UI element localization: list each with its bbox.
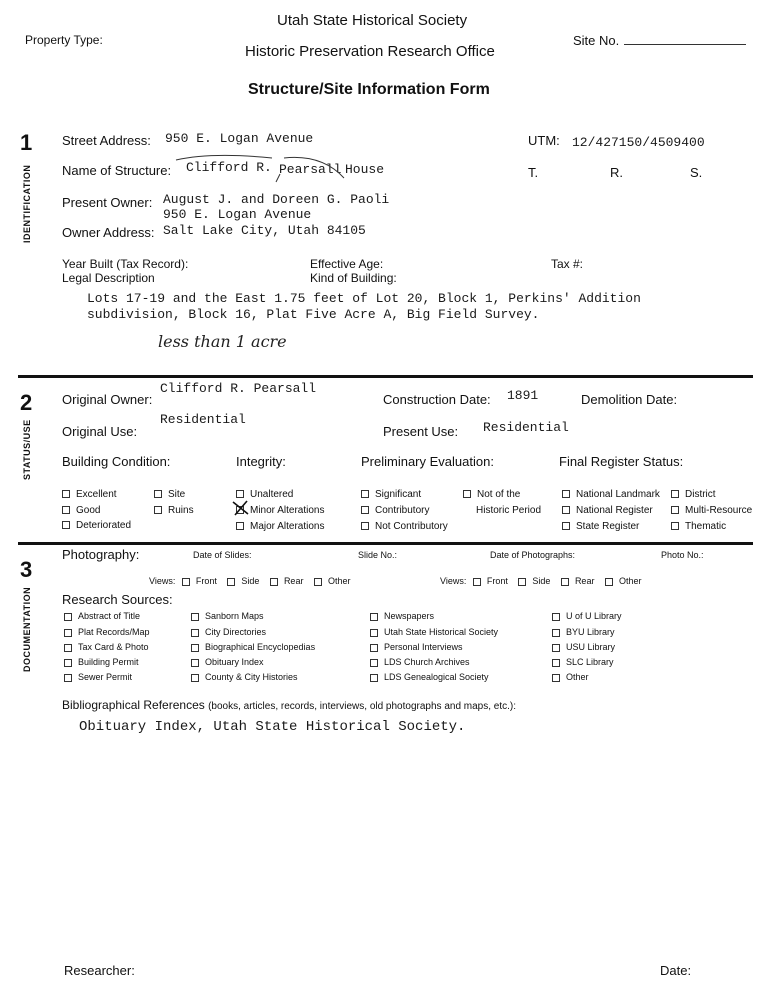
section-1-name: IDENTIFICATION	[22, 164, 32, 243]
section-1-number: 1	[20, 130, 33, 155]
site-no-line[interactable]	[624, 44, 746, 45]
street-address-label: Street Address:	[62, 133, 151, 148]
rs-other[interactable]: Other	[552, 672, 589, 682]
structure-name-part-c: House	[345, 162, 385, 177]
street-address-value: 950 E. Logan Avenue	[165, 131, 314, 146]
rs-uofu-library[interactable]: U of U Library	[552, 611, 622, 621]
rs-slc-library[interactable]: SLC Library	[552, 657, 614, 667]
section-label: S.	[690, 165, 703, 180]
rs-tax-card[interactable]: Tax Card & Photo	[64, 642, 149, 652]
present-owner-label: Present Owner:	[62, 195, 153, 210]
rs-obituary-index[interactable]: Obituary Index	[191, 657, 264, 667]
construction-date-label: Construction Date:	[383, 392, 491, 407]
checkbox-deteriorated[interactable]: Deteriorated	[62, 520, 131, 531]
rs-abstract-of-title[interactable]: Abstract of Title	[64, 611, 140, 621]
preliminary-evaluation-label: Preliminary Evaluation:	[361, 454, 494, 469]
slides-view-front[interactable]: Front	[178, 576, 217, 586]
slides-view-other[interactable]: Other	[306, 576, 351, 586]
checkbox-multi-resource[interactable]: Multi-Resource	[671, 505, 752, 516]
original-owner-value: Clifford R. Pearsall	[160, 381, 317, 396]
bibliographical-references-value: Obituary Index, Utah State Historical Society.	[79, 719, 466, 735]
section-divider-2	[18, 542, 753, 545]
slides-view-rear[interactable]: Rear	[262, 576, 304, 586]
checkbox-not-contributory[interactable]: Not Contributory	[361, 521, 448, 532]
checkbox-ruins[interactable]: Ruins	[154, 505, 194, 516]
checkbox-district[interactable]: District	[671, 489, 716, 500]
present-use-value: Residential	[483, 420, 569, 435]
photos-view-side[interactable]: Side	[510, 576, 550, 586]
range-label: R.	[610, 165, 623, 180]
rs-utah-state-historical-society[interactable]: Utah State Historical Society	[370, 627, 498, 637]
checkbox-thematic[interactable]: Thematic	[671, 521, 726, 532]
structure-name-part-b: Pearsall	[279, 162, 342, 177]
site-no-label: Site No.	[573, 33, 620, 48]
rs-building-permit[interactable]: Building Permit	[64, 657, 139, 667]
section-2-name: STATUS/USE	[22, 419, 32, 480]
rs-newspapers[interactable]: Newspapers	[370, 611, 434, 621]
rs-county-city-histories[interactable]: County & City Histories	[191, 672, 298, 682]
checkbox-not-of-historic-period[interactable]: Not of the	[463, 489, 520, 500]
rs-city-directories[interactable]: City Directories	[191, 627, 266, 637]
structure-name-label: Name of Structure:	[62, 163, 172, 178]
office-title: Historic Preservation Research Office	[245, 43, 495, 60]
checkbox-major-alterations[interactable]: Major Alterations	[236, 521, 324, 532]
form-title: Structure/Site Information Form	[248, 81, 490, 98]
original-use-value: Residential	[160, 412, 246, 427]
handwritten-bracket-marks	[172, 154, 352, 186]
tax-number-label: Tax #:	[551, 257, 584, 271]
rs-byu-library[interactable]: BYU Library	[552, 627, 615, 637]
historic-period-label: Historic Period	[476, 505, 542, 516]
section-2-number: 2	[20, 390, 33, 415]
legal-description-line1: Lots 17-19 and the East 1.75 feet of Lot 20, Block 1, Perkins' Addition	[87, 291, 641, 306]
photos-view-rear[interactable]: Rear	[553, 576, 595, 586]
research-sources-label: Research Sources:	[62, 592, 173, 607]
original-owner-label: Original Owner:	[62, 392, 153, 407]
checkbox-unaltered[interactable]: Unaltered	[236, 489, 293, 500]
slides-view-side[interactable]: Side	[219, 576, 259, 586]
checkbox-significant[interactable]: Significant	[361, 489, 421, 500]
rs-sewer-permit[interactable]: Sewer Permit	[64, 672, 132, 682]
township-label: T.	[528, 165, 539, 180]
photo-no-label: Photo No.:	[661, 550, 704, 560]
construction-date-value: 1891	[507, 388, 539, 403]
bibliographical-references-label: Bibliographical References (books, articles, records, interviews, old photographs and maps, etc.):	[62, 698, 517, 712]
section-3-name: DOCUMENTATION	[22, 586, 32, 672]
photos-views-group: Views: Front Side Rear Other	[440, 576, 642, 586]
checkbox-excellent[interactable]: Excellent	[62, 489, 117, 500]
legal-description-label: Legal Description	[62, 271, 155, 285]
rs-personal-interviews[interactable]: Personal Interviews	[370, 642, 463, 652]
present-owner-value: August J. and Doreen G. Paoli	[163, 192, 390, 207]
checkbox-good[interactable]: Good	[62, 505, 100, 516]
slide-no-label: Slide No.:	[358, 550, 398, 560]
photos-view-other[interactable]: Other	[597, 576, 642, 586]
checkbox-site[interactable]: Site	[154, 489, 185, 500]
rs-plat-records[interactable]: Plat Records/Map	[64, 627, 150, 637]
photography-label: Photography:	[62, 547, 140, 562]
checkbox-national-register[interactable]: National Register	[562, 505, 653, 516]
effective-age-label: Effective Age:	[310, 257, 384, 271]
date-label: Date:	[660, 963, 692, 978]
checkmark-x-icon	[231, 500, 251, 516]
date-of-photographs-label: Date of Photographs:	[490, 550, 576, 560]
owner-address-line1: 950 E. Logan Avenue	[163, 207, 312, 222]
structure-name-part-a: Clifford R.	[186, 160, 272, 175]
checkbox-national-landmark[interactable]: National Landmark	[562, 489, 660, 500]
utm-value: 12/427150/4509400	[572, 135, 705, 150]
checkbox-contributory[interactable]: Contributory	[361, 505, 429, 516]
legal-description-line2: subdivision, Block 16, Plat Five Acre A, Big Field Survey.	[87, 307, 540, 322]
utm-label: UTM:	[528, 133, 560, 148]
rs-lds-genealogical-society[interactable]: LDS Genealogical Society	[370, 672, 489, 682]
present-use-label: Present Use:	[383, 424, 459, 439]
year-built-label: Year Built (Tax Record):	[62, 257, 189, 271]
demolition-date-label: Demolition Date:	[581, 392, 678, 407]
kind-of-building-label: Kind of Building:	[310, 271, 397, 285]
date-of-slides-label: Date of Slides:	[193, 550, 252, 560]
checkbox-state-register[interactable]: State Register	[562, 521, 639, 532]
researcher-label: Researcher:	[64, 963, 135, 978]
rs-lds-church-archives[interactable]: LDS Church Archives	[370, 657, 470, 667]
rs-biographical-encyclopedias[interactable]: Biographical Encyclopedias	[191, 642, 315, 652]
slides-views-group: Views: Front Side Rear Other	[149, 576, 351, 586]
section-3-number: 3	[20, 557, 33, 582]
integrity-label: Integrity:	[236, 454, 286, 469]
original-use-label: Original Use:	[62, 424, 138, 439]
owner-address-line2: Salt Lake City, Utah 84105	[163, 223, 366, 238]
final-register-status-label: Final Register Status:	[559, 454, 684, 469]
agency-title: Utah State Historical Society	[277, 12, 468, 29]
rs-usu-library[interactable]: USU Library	[552, 642, 615, 652]
checkbox-minor-alterations[interactable]: Minor Alterations	[236, 505, 324, 516]
building-condition-label: Building Condition:	[62, 454, 171, 469]
property-type-label: Property Type:	[25, 33, 103, 47]
owner-address-label: Owner Address:	[62, 225, 155, 240]
handwritten-note: less than 1 acre	[158, 332, 287, 351]
rs-sanborn-maps[interactable]: Sanborn Maps	[191, 611, 264, 621]
photos-view-front[interactable]: Front	[469, 576, 508, 586]
section-divider-1	[18, 375, 753, 378]
